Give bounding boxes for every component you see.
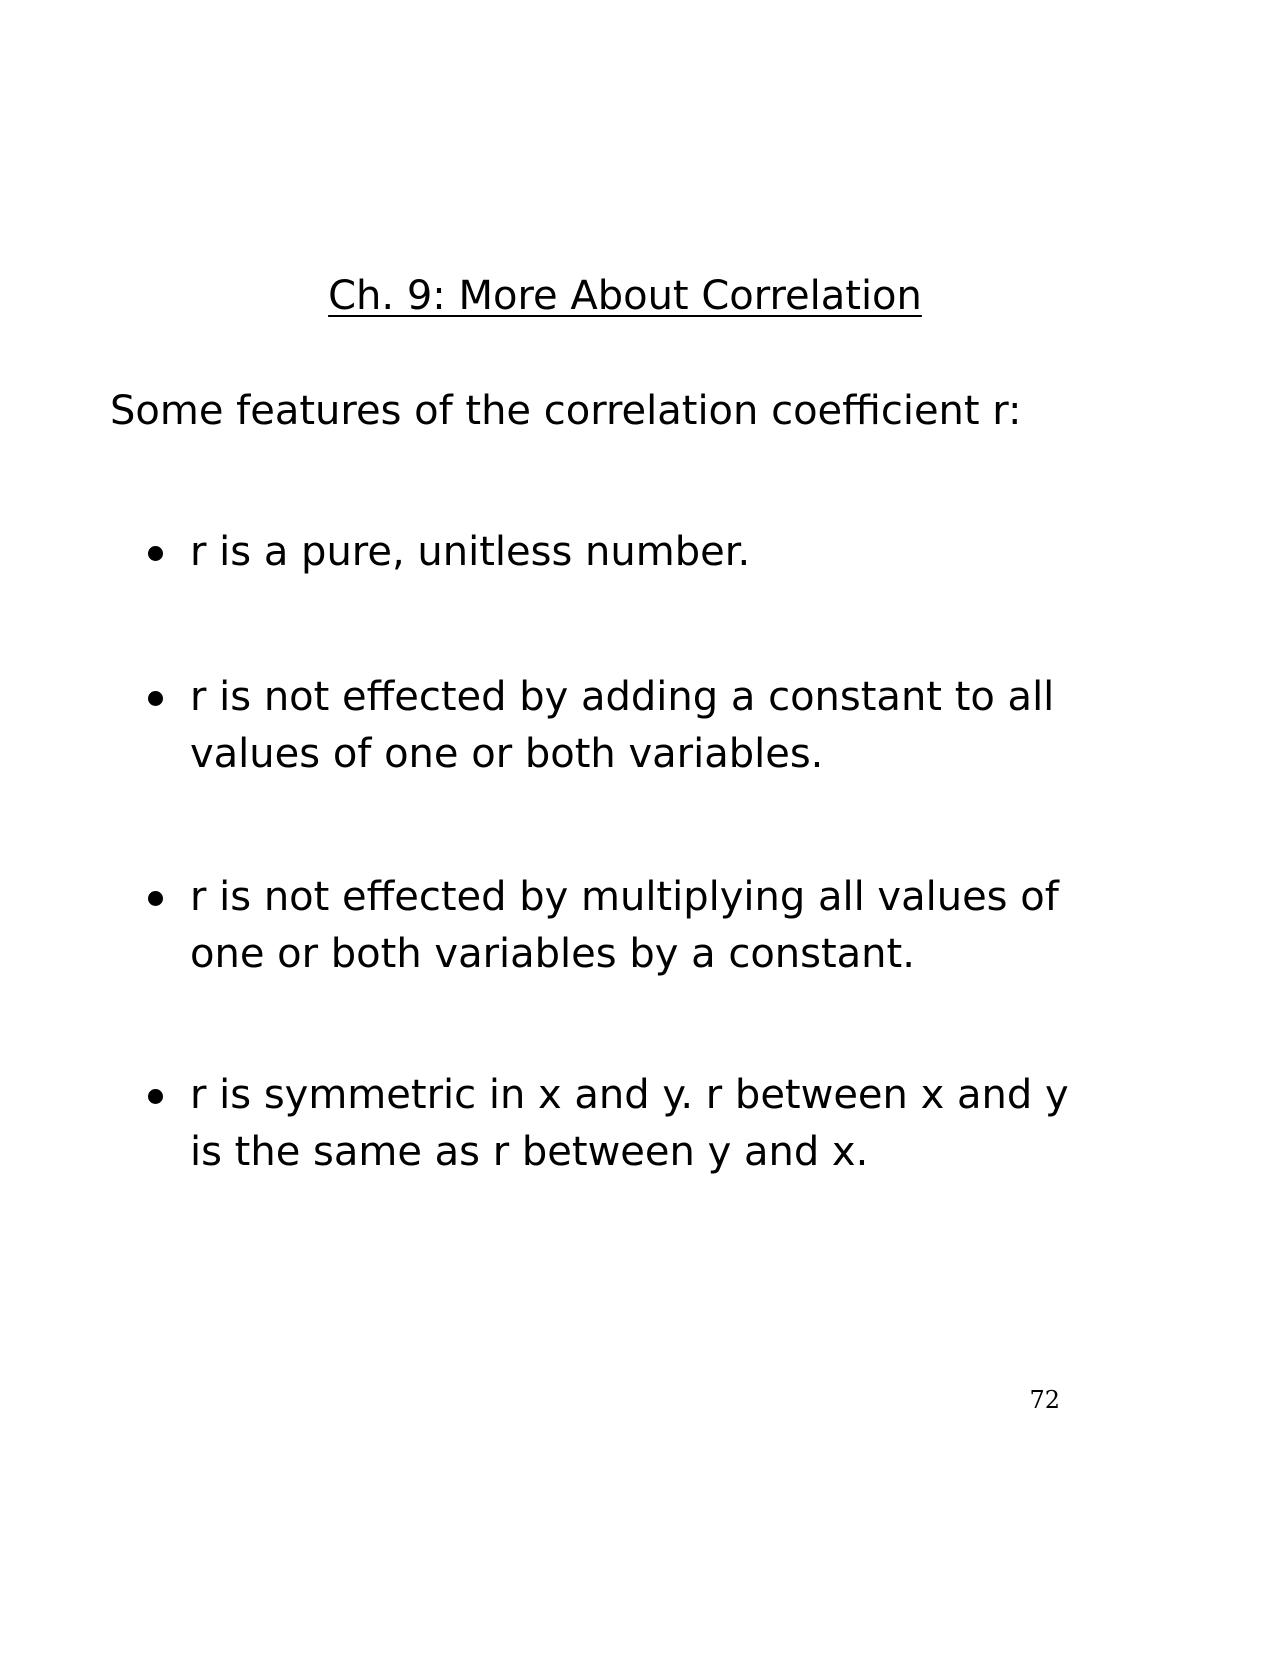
- intro-text: Some features of the correlation coefficient r:: [110, 388, 1022, 434]
- list-item-text: r is symmetric in x and y. r between x and y is the same as r between y and x.: [190, 1072, 1069, 1175]
- list-item-text: r is not effected by multiplying all values of one or both variables by a constant.: [190, 874, 1059, 977]
- bullet-icon: [148, 546, 163, 561]
- list-item: [148, 1067, 1138, 1181]
- list-item: [148, 524, 1138, 581]
- list-item-text: r is a pure, unitless number.: [190, 529, 751, 575]
- bullet-icon: [148, 691, 163, 706]
- list-item: [148, 869, 1138, 983]
- bullet-icon: [148, 891, 163, 906]
- page-title: Ch. 9: More About Correlation: [328, 273, 922, 319]
- list-item-text: r is not effected by adding a constant to all values of one or both variables.: [190, 674, 1055, 777]
- bullet-icon: [148, 1089, 163, 1104]
- list-item: [148, 669, 1138, 783]
- page-number: 72: [1029, 1386, 1060, 1414]
